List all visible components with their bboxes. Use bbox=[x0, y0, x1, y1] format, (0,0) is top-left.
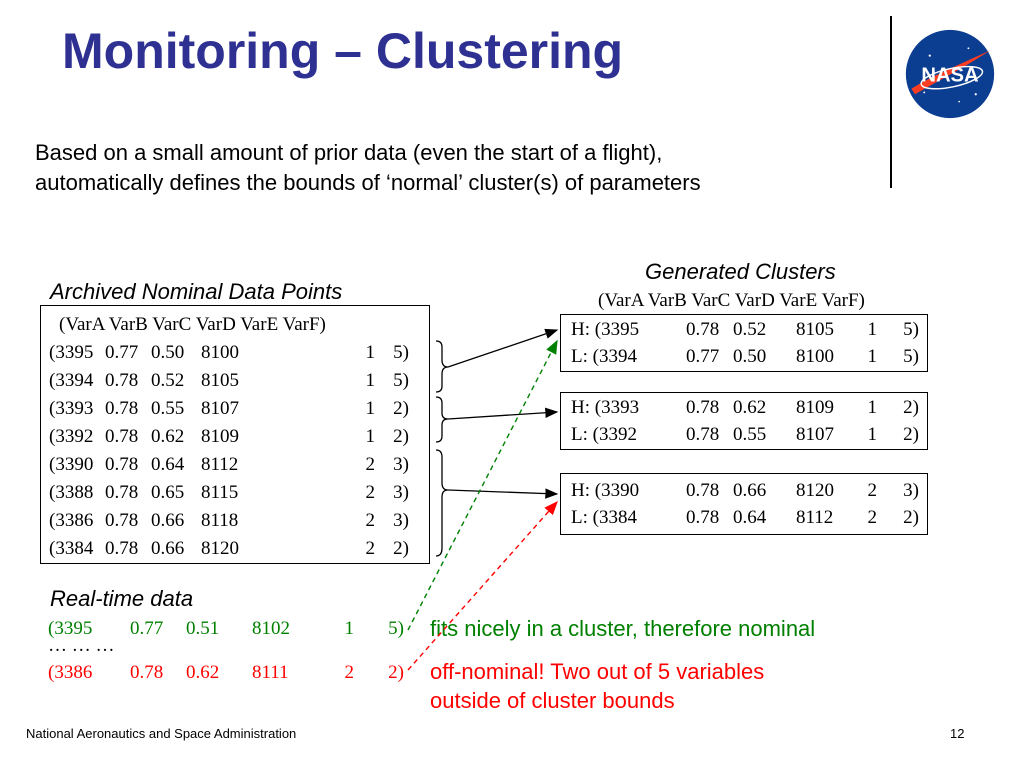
cell-vard: 8112 bbox=[201, 454, 239, 475]
brace-group-2 bbox=[436, 397, 448, 442]
cell-varf: 3) bbox=[393, 454, 409, 475]
cell-varc: 0.55 bbox=[151, 398, 185, 419]
cell-varf: 5) bbox=[393, 342, 409, 363]
cell-varb: 0.78 bbox=[105, 538, 139, 559]
cell-vare: 1 bbox=[867, 397, 877, 418]
brace-group-1 bbox=[436, 341, 448, 392]
cell-vara: L: (3384 bbox=[571, 507, 637, 528]
clusters-header: (VarA VarB VarC VarD VarE VarF) bbox=[598, 290, 865, 311]
svg-text:NASA: NASA bbox=[921, 64, 979, 87]
cell-vard: 8102 bbox=[252, 618, 290, 639]
cell-vara: (3393 bbox=[49, 398, 94, 419]
cell-varc: 0.50 bbox=[151, 342, 185, 363]
cell-vare: 1 bbox=[867, 319, 877, 340]
cell-vara: (3386 bbox=[49, 510, 94, 531]
cell-varf: 2) bbox=[903, 397, 919, 418]
arrow-to-cluster-2 bbox=[448, 412, 557, 419]
footer-org: National Aeronautics and Space Administration bbox=[26, 726, 297, 741]
cell-varc: 0.51 bbox=[186, 618, 220, 639]
cell-varb: 0.78 bbox=[105, 426, 139, 447]
cell-varc: 0.62 bbox=[733, 397, 767, 418]
footer-page-number: 12 bbox=[950, 726, 965, 741]
cell-varf: 5) bbox=[903, 346, 919, 367]
cell-varf: 3) bbox=[393, 510, 409, 531]
cell-vara: (3388 bbox=[49, 482, 94, 503]
cell-varb: 0.78 bbox=[105, 454, 139, 475]
brace-group-3 bbox=[436, 450, 448, 556]
cell-vare: 1 bbox=[365, 342, 375, 363]
realtime-heading: Real-time data bbox=[50, 586, 194, 611]
cell-vare: 1 bbox=[344, 618, 354, 639]
cell-varc: 0.62 bbox=[151, 426, 185, 447]
cell-vare: 2 bbox=[867, 507, 877, 528]
cell-vare: 1 bbox=[867, 424, 877, 445]
cell-varb: 0.78 bbox=[686, 397, 720, 418]
cell-vard: 8120 bbox=[796, 480, 834, 501]
cell-vara: (3395 bbox=[48, 618, 93, 639]
cell-vard: 8120 bbox=[201, 538, 239, 559]
cell-varb: 0.78 bbox=[105, 510, 139, 531]
cell-vard: 8109 bbox=[796, 397, 834, 418]
cell-vara: (3394 bbox=[49, 370, 94, 391]
cell-vare: 1 bbox=[365, 398, 375, 419]
cell-varc: 0.66 bbox=[151, 510, 185, 531]
note-off-nominal-line-1: off-nominal! Two out of 5 variables bbox=[430, 659, 765, 684]
cell-varc: 0.52 bbox=[151, 370, 185, 391]
cell-varb: 0.78 bbox=[686, 480, 720, 501]
cell-varf: 2) bbox=[903, 424, 919, 445]
cell-vare: 1 bbox=[365, 426, 375, 447]
cell-vard: 8105 bbox=[796, 319, 834, 340]
intro-line-1: Based on a small amount of prior data (even the start of a flight), bbox=[35, 140, 663, 165]
slide-title: Monitoring – Clustering bbox=[62, 23, 624, 79]
cell-varc: 0.62 bbox=[186, 662, 220, 683]
cell-vard: 8107 bbox=[201, 398, 239, 419]
cell-vare: 2 bbox=[867, 480, 877, 501]
realtime-ellipsis: … … … bbox=[48, 635, 115, 656]
cell-vard: 8100 bbox=[201, 342, 239, 363]
cell-vard: 8115 bbox=[201, 482, 239, 503]
cell-varb: 0.78 bbox=[105, 482, 139, 503]
cell-vare: 2 bbox=[365, 510, 375, 531]
cell-varb: 0.78 bbox=[686, 424, 720, 445]
cell-varb: 0.78 bbox=[105, 398, 139, 419]
cell-vare: 1 bbox=[365, 370, 375, 391]
cell-varf: 5) bbox=[388, 618, 404, 639]
archived-heading: Archived Nominal Data Points bbox=[50, 279, 343, 304]
cell-varc: 0.66 bbox=[733, 480, 767, 501]
cell-varb: 0.78 bbox=[686, 319, 720, 340]
cell-vara: (3386 bbox=[48, 662, 93, 683]
cell-vare: 2 bbox=[344, 662, 354, 683]
cell-varc: 0.66 bbox=[151, 538, 185, 559]
cell-varf: 3) bbox=[903, 480, 919, 501]
cell-vard: 8107 bbox=[796, 424, 834, 445]
cell-vard: 8109 bbox=[201, 426, 239, 447]
cell-varf: 2) bbox=[388, 662, 404, 683]
cell-varf: 2) bbox=[903, 507, 919, 528]
cell-vare: 2 bbox=[365, 454, 375, 475]
cell-vard: 8118 bbox=[201, 510, 239, 531]
cell-varc: 0.50 bbox=[733, 346, 767, 367]
cell-vara: (3392 bbox=[49, 426, 94, 447]
cell-vare: 2 bbox=[365, 538, 375, 559]
cell-vara: L: (3392 bbox=[571, 424, 637, 445]
clusters-heading: Generated Clusters bbox=[645, 259, 836, 284]
note-off-nominal-line-2: outside of cluster bounds bbox=[430, 688, 675, 713]
cell-varc: 0.64 bbox=[151, 454, 185, 475]
cell-varb: 0.78 bbox=[130, 662, 164, 683]
cell-vare: 1 bbox=[867, 346, 877, 367]
cell-varf: 2) bbox=[393, 538, 409, 559]
cell-vard: 8100 bbox=[796, 346, 834, 367]
cell-varb: 0.77 bbox=[686, 346, 720, 367]
cell-varc: 0.65 bbox=[151, 482, 185, 503]
cell-vara: H: (3393 bbox=[571, 397, 640, 418]
cell-vara: (3395 bbox=[49, 342, 94, 363]
cell-varb: 0.78 bbox=[105, 370, 139, 391]
cell-varb: 0.78 bbox=[686, 507, 720, 528]
cell-vara: (3390 bbox=[49, 454, 94, 475]
cell-varf: 2) bbox=[393, 426, 409, 447]
cell-varb: 0.77 bbox=[105, 342, 139, 363]
cell-varc: 0.55 bbox=[733, 424, 767, 445]
cell-varc: 0.64 bbox=[733, 507, 767, 528]
cell-vare: 2 bbox=[365, 482, 375, 503]
cell-varc: 0.52 bbox=[733, 319, 767, 340]
note-nominal: fits nicely in a cluster, therefore nominal bbox=[430, 616, 816, 641]
arrow-to-cluster-3 bbox=[448, 490, 557, 494]
cell-vard: 8112 bbox=[796, 507, 834, 528]
cell-varf: 5) bbox=[903, 319, 919, 340]
intro-line-2: automatically defines the bounds of ‘normal’ cluster(s) of parameters bbox=[35, 170, 701, 195]
archived-header: (VarA VarB VarC VarD VarE VarF) bbox=[59, 314, 326, 335]
cell-varb: 0.77 bbox=[130, 618, 164, 639]
cell-vard: 8111 bbox=[252, 662, 289, 683]
cell-vara: (3384 bbox=[49, 538, 94, 559]
cell-varf: 3) bbox=[393, 482, 409, 503]
cell-varf: 5) bbox=[393, 370, 409, 391]
cell-varf: 2) bbox=[393, 398, 409, 419]
cell-vara: H: (3390 bbox=[571, 480, 640, 501]
arrow-to-cluster-1 bbox=[448, 330, 557, 367]
cell-vara: H: (3395 bbox=[571, 319, 640, 340]
cell-vara: L: (3394 bbox=[571, 346, 637, 367]
cell-vard: 8105 bbox=[201, 370, 239, 391]
